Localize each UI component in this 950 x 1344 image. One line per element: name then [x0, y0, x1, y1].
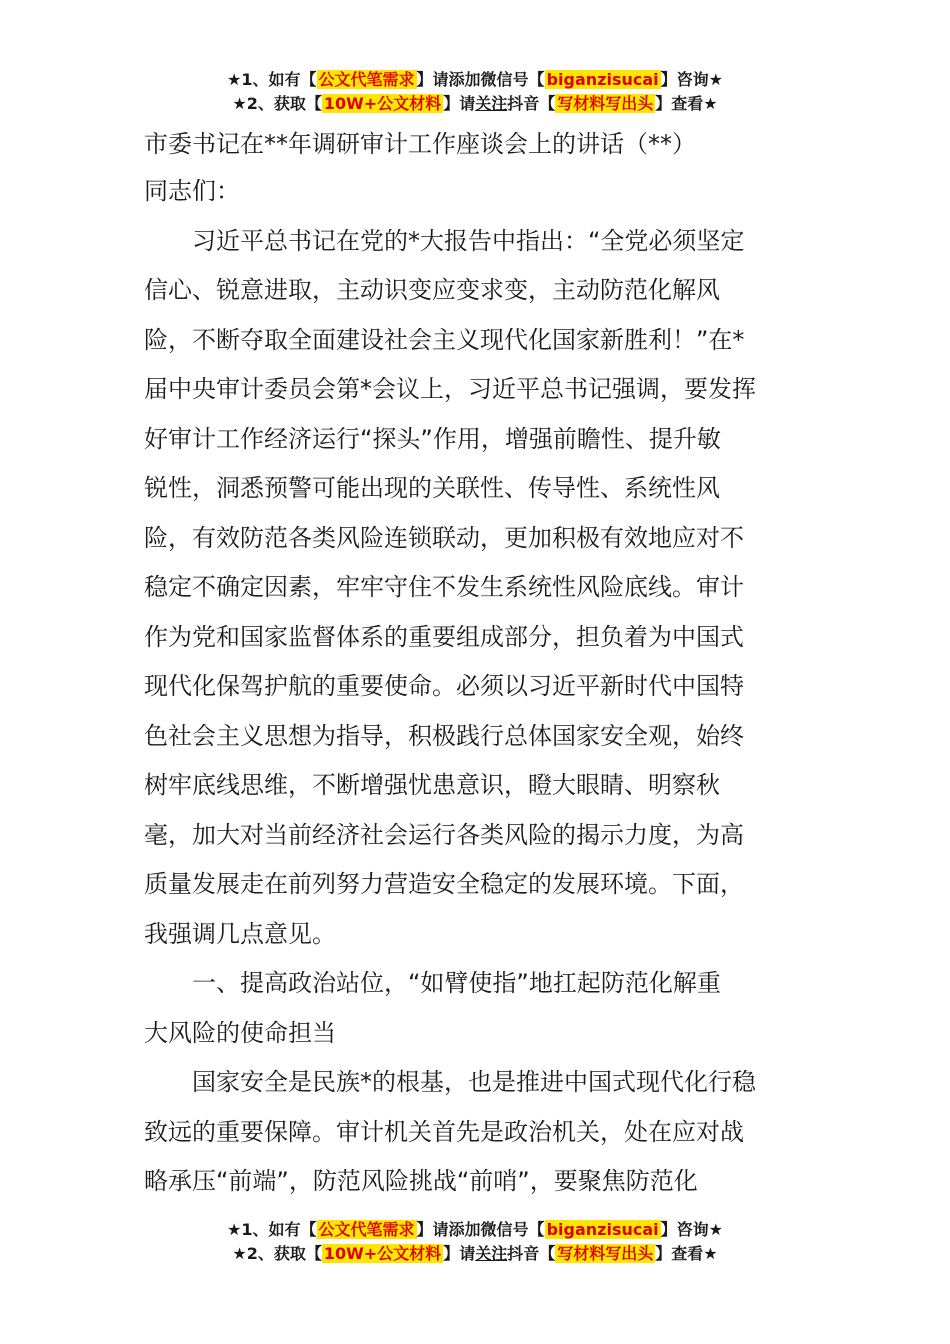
highlight-materials: 10W+公文材料	[323, 94, 442, 113]
highlight-materials: 10W+公文材料	[323, 1244, 442, 1263]
body-text	[144, 217, 808, 1207]
highlight-douyin: 写材料写出头	[557, 94, 654, 113]
document-body	[144, 121, 808, 1207]
body-line: 险，有效防范各类风险连锁联动，更加积极有效地应对不	[144, 523, 744, 552]
body-line: 质量发展走在前列努力营造安全稳定的发展环境。下面，	[144, 870, 744, 898]
body-line: 国家安全是民族*的根基，也是推进中国式现代化行稳	[144, 1068, 756, 1096]
body-line: 致远的重要保障。审计机关首先是政治机关，处在应对战	[144, 1117, 744, 1146]
body-line: 届中央审计委员会第*会议上，习近平总书记强调，要发挥	[144, 375, 756, 403]
banner-line-2: ★2、获取【 10W+公文材料 】请关注抖音【 写材料写出头 】查看★	[232, 94, 718, 113]
body-line: 略承压“前端”，防范风险挑战“前哨”，要聚焦防范化	[144, 1167, 698, 1195]
salutation: 同志们：	[144, 177, 240, 205]
highlight-ghostwriting: 公文代笔需求	[318, 1220, 415, 1239]
highlight-wechat-id: biganzisucai	[546, 1220, 659, 1239]
body-line: 一、提高政治站位，“如臂使指”地扛起防范化解重	[144, 969, 721, 997]
highlight-douyin: 写材料写出头	[557, 1244, 654, 1263]
body-line: 我强调几点意见。	[144, 919, 336, 948]
body-line: 信心、锐意进取，主动识变应变求变，主动防范化解风	[144, 276, 720, 304]
banner-line-1: ★1、如有【 公文代笔需求 】请添加微信号【 biganzisucai 】咨询★	[227, 70, 723, 89]
body-line: 作为党和国家监督体系的重要组成部分，担负着为中国式	[144, 622, 744, 651]
body-line: 险，不断夺取全面建设社会主义现代化国家新胜利！”在*	[144, 325, 745, 354]
highlight-wechat-id: biganzisucai	[546, 70, 659, 89]
highlight-ghostwriting: 公文代笔需求	[318, 70, 415, 89]
banner-line-1: ★1、如有【 公文代笔需求 】请添加微信号【 biganzisucai 】咨询★	[227, 1220, 723, 1239]
body-line: 现代化保驾护航的重要使命。必须以习近平新时代中国特	[144, 672, 744, 700]
body-line: 色社会主义思想为指导，积极践行总体国家安全观，始终	[144, 721, 744, 750]
body-line: 锐性，洞悉预警可能出现的关联性、传导性、系统性风	[144, 474, 720, 502]
body-line: 毫，加大对当前经济社会运行各类风险的揭示力度，为高	[144, 820, 744, 849]
header-banner	[0, 68, 950, 116]
body-line: 树牢底线思维，不断增强忧患意识，瞪大眼睛、明察秋	[144, 771, 720, 799]
body-line: 习近平总书记在党的*大报告中指出：“全党必须坚定	[144, 226, 745, 255]
document-title: 市委书记在**年调研审计工作座谈会上的讲话（**）	[144, 130, 696, 158]
body-line: 好审计工作经济运行“探头”作用，增强前瞻性、提升敏	[144, 424, 721, 453]
footer-banner	[0, 1218, 950, 1266]
body-line: 大风险的使命担当	[144, 1018, 336, 1047]
banner-line-2: ★2、获取【 10W+公文材料 】请关注抖音【 写材料写出头 】查看★	[232, 1244, 718, 1263]
body-line: 稳定不确定因素，牢牢守住不发生系统性风险底线。审计	[144, 573, 744, 601]
